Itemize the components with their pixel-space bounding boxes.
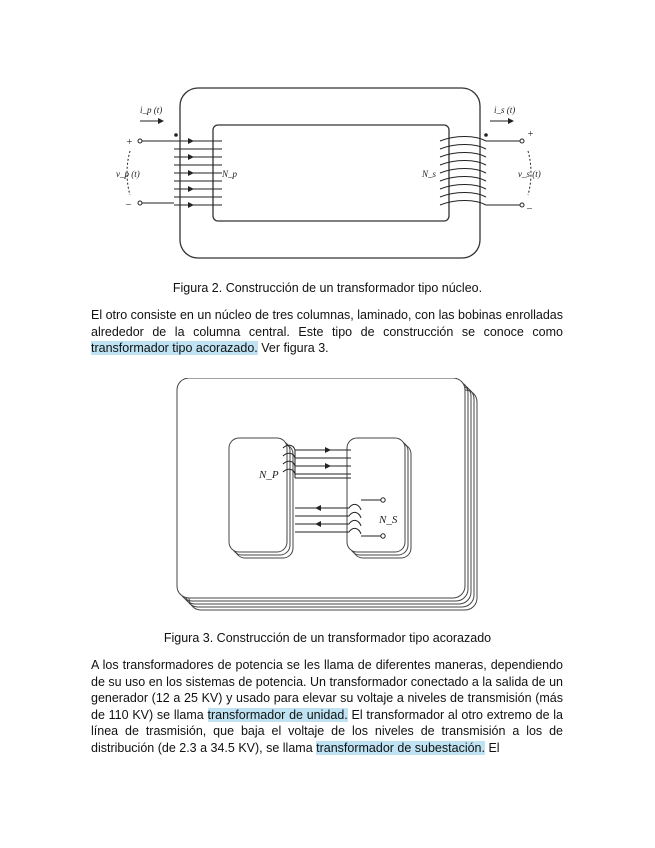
paragraph-shell-type-intro: [91, 307, 563, 357]
label-ns-shell: N_S: [379, 514, 398, 526]
label-ns: N_s: [422, 169, 437, 179]
highlight-transformador-tipo-acorazado: transformador tipo acorazado.: [91, 341, 258, 356]
core-inner-window: [213, 125, 449, 221]
figure-2-caption: Figura 2. Construcción de un transformador tipo núcleo.: [172, 281, 483, 295]
shell-core-outline: [177, 378, 465, 598]
right-window: [347, 438, 405, 552]
primary-coil: [174, 141, 222, 205]
para2-part3: El: [484, 740, 500, 755]
highlight-transformador-de-subestacion: transformador de subestación.: [316, 740, 485, 755]
para2-part2: El transformador al otro extremo de la línea de trasmisión, que baja el voltaje de los niveles de transmisión a los de distribución (de 2.3 a 34.5 KV), se llama: [91, 707, 563, 755]
label-vs: v_s (t): [518, 169, 541, 179]
para2-part1: A los transformadores de potencia se les llama de diferentes maneras, dependiendo de su uso en los sistemas de potencia. Un transformador conectado a la salida de un generador (12 a 25 KV) y usado para elevar su voltaje a niveles de transmisión (más de 110 KV) se llama: [91, 658, 563, 722]
highlight-transformador-de-unidad: transformador de unidad.: [207, 707, 348, 722]
label-minus-right: –: [527, 203, 532, 214]
label-plus-right: +: [527, 129, 534, 140]
label-np: N_p: [222, 169, 238, 179]
secondary-coil: [440, 137, 486, 206]
label-ip: i_p (t): [140, 105, 163, 115]
para1-text-before: El otro consiste en un núcleo de tres columnas, laminado, con las bobinas enrolladas alrededor de la columna central. Este tipo de construcción se conoce como: [91, 308, 563, 339]
figure-3-shell-transformer-diagram: [175, 378, 485, 613]
label-np-shell: N_P: [259, 469, 279, 481]
figure-2-core-transformer-diagram: [110, 85, 550, 265]
left-window: [229, 438, 287, 552]
label-vp: v_p (t): [116, 169, 140, 179]
figure-3-caption: Figura 3. Construcción de un transformador tipo acorazado: [163, 631, 492, 645]
label-is: i_s (t): [494, 105, 516, 115]
paragraph-power-transformer-names: [91, 657, 563, 757]
para1-text-after: Ver figura 3.: [257, 341, 329, 356]
label-plus-left: +: [126, 137, 133, 148]
label-minus-left: –: [126, 199, 131, 210]
